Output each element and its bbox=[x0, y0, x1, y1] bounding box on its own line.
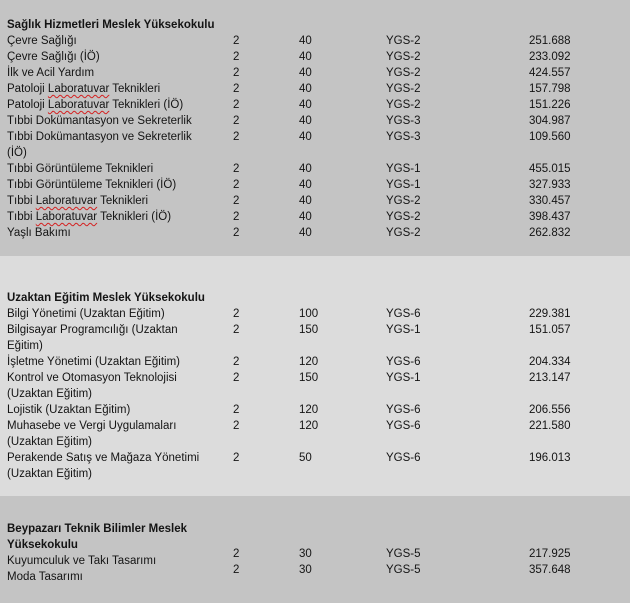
spellcheck-flagged-word: Laboratuvar bbox=[35, 211, 98, 223]
program-years: 2 bbox=[233, 372, 240, 384]
program-name bbox=[7, 209, 203, 225]
program-years: 2 bbox=[233, 35, 240, 47]
score-type: YGS-6 bbox=[386, 356, 421, 368]
program-name: Lojistik (Uzaktan Eğitim) bbox=[7, 404, 131, 416]
program-years: 2 bbox=[233, 99, 240, 111]
program-quota: 40 bbox=[299, 211, 312, 223]
program-quota: 150 bbox=[299, 372, 319, 384]
score-type: YGS-6 bbox=[386, 404, 421, 416]
program-name: Tıbbi Görüntüleme Teknikleri bbox=[7, 163, 154, 175]
score-type: YGS-1 bbox=[386, 372, 421, 384]
program-name: Kontrol ve Otomasyon Teknolojisi (Uzaktan Eğitim) bbox=[7, 372, 177, 400]
program-quota: 40 bbox=[299, 179, 312, 191]
score-type: YGS-6 bbox=[386, 308, 421, 320]
base-score: 229.381 bbox=[529, 308, 571, 320]
program-quota: 40 bbox=[299, 99, 312, 111]
program-years: 2 bbox=[233, 211, 240, 223]
score-type: YGS-2 bbox=[386, 195, 421, 207]
score-type: YGS-5 bbox=[386, 564, 421, 576]
section-uzaktan-egitim bbox=[0, 256, 630, 496]
program-years: 2 bbox=[233, 179, 240, 191]
section-title: Uzaktan Eğitim Meslek Yüksekokulu bbox=[7, 292, 205, 304]
program-years: 2 bbox=[233, 195, 240, 207]
program-name bbox=[7, 97, 203, 113]
program-name: Perakende Satış ve Mağaza Yönetimi (Uzaktan Eğitim) bbox=[7, 452, 200, 480]
program-quota: 120 bbox=[299, 404, 319, 416]
program-name: Yaşlı Bakımı bbox=[7, 227, 71, 239]
score-type: YGS-2 bbox=[386, 35, 421, 47]
score-type: YGS-3 bbox=[386, 131, 421, 143]
section-saglik-hizmetleri bbox=[0, 0, 630, 256]
program-name: İşletme Yönetimi (Uzaktan Eğitim) bbox=[7, 356, 180, 368]
program-years: 2 bbox=[233, 83, 240, 95]
program-quota: 120 bbox=[299, 420, 319, 432]
spellcheck-flagged-word: Laboratuvar bbox=[47, 99, 110, 111]
score-type: YGS-1 bbox=[386, 179, 421, 191]
program-quota: 120 bbox=[299, 356, 319, 368]
program-name: Moda Tasarımı bbox=[7, 571, 83, 583]
base-score: 327.933 bbox=[529, 179, 571, 191]
program-years: 2 bbox=[233, 227, 240, 239]
score-type: YGS-5 bbox=[386, 548, 421, 560]
base-score: 221.580 bbox=[529, 420, 571, 432]
program-name: Tıbbi Görüntüleme Teknikleri (İÖ) bbox=[7, 179, 177, 191]
base-score: 213.147 bbox=[529, 372, 571, 384]
score-type: YGS-6 bbox=[386, 420, 421, 432]
program-quota: 40 bbox=[299, 35, 312, 47]
base-score: 196.013 bbox=[529, 452, 571, 464]
spellcheck-flagged-word: Laboratuvar bbox=[35, 195, 98, 207]
score-type: YGS-2 bbox=[386, 51, 421, 63]
program-name: Çevre Sağlığı (İÖ) bbox=[7, 51, 100, 63]
program-quota: 40 bbox=[299, 195, 312, 207]
program-name: Bilgisayar Programcılığı (Uzaktan Eğitim) bbox=[7, 324, 178, 352]
program-quota: 40 bbox=[299, 67, 312, 79]
name-part: Teknikleri (İÖ) bbox=[109, 99, 184, 111]
program-years: 2 bbox=[233, 452, 240, 464]
program-quota: 150 bbox=[299, 324, 319, 336]
program-years: 2 bbox=[233, 404, 240, 416]
base-score: 424.557 bbox=[529, 67, 571, 79]
name-part: Patoloji bbox=[7, 83, 48, 95]
base-score: 217.925 bbox=[529, 548, 571, 560]
base-score: 206.556 bbox=[529, 404, 571, 416]
program-name: Kuyumculuk ve Takı Tasarımı bbox=[7, 555, 157, 567]
program-years: 2 bbox=[233, 115, 240, 127]
program-quota: 40 bbox=[299, 227, 312, 239]
program-years: 2 bbox=[233, 308, 240, 320]
program-quota: 40 bbox=[299, 163, 312, 175]
program-years: 2 bbox=[233, 324, 240, 336]
base-score: 233.092 bbox=[529, 51, 571, 63]
program-quota: 100 bbox=[299, 308, 319, 320]
name-part: Tıbbi bbox=[7, 195, 36, 207]
score-type: YGS-2 bbox=[386, 99, 421, 111]
base-score: 398.437 bbox=[529, 211, 571, 223]
base-score: 151.057 bbox=[529, 324, 571, 336]
spellcheck-flagged-word: Laboratuvar bbox=[47, 83, 110, 95]
program-years: 2 bbox=[233, 131, 240, 143]
program-quota: 30 bbox=[299, 564, 312, 576]
program-name: İlk ve Acil Yardım bbox=[7, 67, 95, 79]
program-years: 2 bbox=[233, 163, 240, 175]
program-name bbox=[7, 193, 203, 209]
program-years: 2 bbox=[233, 67, 240, 79]
base-score: 262.832 bbox=[529, 227, 571, 239]
program-years: 2 bbox=[233, 548, 240, 560]
score-type: YGS-2 bbox=[386, 227, 421, 239]
score-type: YGS-3 bbox=[386, 115, 421, 127]
base-score: 109.560 bbox=[529, 131, 571, 143]
base-score: 304.987 bbox=[529, 115, 571, 127]
program-name: Çevre Sağlığı bbox=[7, 35, 77, 47]
program-quota: 40 bbox=[299, 115, 312, 127]
base-score: 357.648 bbox=[529, 564, 571, 576]
section-title: Beypazarı Teknik Bilimler Meslek Yüksekokulu bbox=[7, 523, 188, 551]
base-score: 330.457 bbox=[529, 195, 571, 207]
program-name: Tıbbi Dokümantasyon ve Sekreterlik bbox=[7, 115, 192, 127]
score-type: YGS-1 bbox=[386, 324, 421, 336]
program-name: Tıbbi Dokümantasyon ve Sekreterlik (İÖ) bbox=[7, 131, 192, 159]
program-years: 2 bbox=[233, 51, 240, 63]
base-score: 251.688 bbox=[529, 35, 571, 47]
base-score: 151.226 bbox=[529, 99, 571, 111]
name-part: Teknikleri bbox=[97, 195, 149, 207]
program-name bbox=[7, 81, 203, 97]
program-years: 2 bbox=[233, 564, 240, 576]
section-beypazari-teknik bbox=[0, 496, 630, 603]
program-years: 2 bbox=[233, 420, 240, 432]
name-part: Tıbbi bbox=[7, 211, 36, 223]
program-quota: 30 bbox=[299, 548, 312, 560]
base-score: 455.015 bbox=[529, 163, 571, 175]
program-quota: 40 bbox=[299, 83, 312, 95]
base-score: 204.334 bbox=[529, 356, 571, 368]
score-type: YGS-1 bbox=[386, 163, 421, 175]
program-name: Bilgi Yönetimi (Uzaktan Eğitim) bbox=[7, 308, 165, 320]
score-type: YGS-2 bbox=[386, 211, 421, 223]
name-part: Teknikleri bbox=[109, 83, 161, 95]
name-part: Teknikleri (İÖ) bbox=[97, 211, 172, 223]
program-name: Muhasebe ve Vergi Uygulamaları (Uzaktan Eğitim) bbox=[7, 420, 177, 448]
base-score: 157.798 bbox=[529, 83, 571, 95]
score-type: YGS-2 bbox=[386, 83, 421, 95]
program-quota: 50 bbox=[299, 452, 312, 464]
program-years: 2 bbox=[233, 356, 240, 368]
score-type: YGS-6 bbox=[386, 452, 421, 464]
program-quota: 40 bbox=[299, 51, 312, 63]
section-title: Sağlık Hizmetleri Meslek Yüksekokulu bbox=[7, 19, 215, 31]
program-quota: 40 bbox=[299, 131, 312, 143]
score-type: YGS-2 bbox=[386, 67, 421, 79]
name-part: Patoloji bbox=[7, 99, 48, 111]
